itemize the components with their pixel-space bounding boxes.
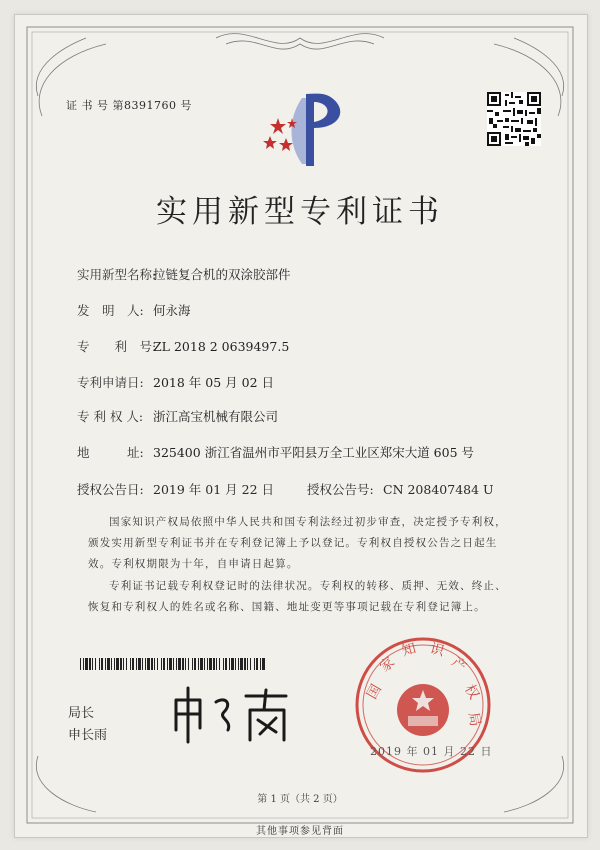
- svg-text:产: 产: [448, 654, 470, 676]
- svg-text:国: 国: [364, 681, 385, 703]
- svg-text:识: 识: [428, 640, 446, 660]
- footer-note: 其他事项参见背面: [256, 826, 344, 837]
- field-grant-number: [307, 480, 494, 498]
- field-value: ZL 2018 2 0639497.5: [153, 339, 290, 354]
- field-label: 地 址:: [77, 445, 144, 460]
- svg-text:局: 局: [464, 711, 484, 728]
- field-grant-row: [77, 480, 537, 498]
- svg-text:家: 家: [376, 654, 398, 676]
- field-grant-date: [77, 482, 274, 497]
- svg-text:知: 知: [400, 640, 418, 660]
- field-label: 专利申请日:: [77, 375, 144, 390]
- field-address: [77, 443, 474, 461]
- barcode-icon: [80, 658, 268, 670]
- signatory-title: 局长: [68, 706, 95, 721]
- field-value: 2018 年 05 月 02 日: [153, 375, 274, 390]
- seal-date: 2019 年 01 月 22 日: [370, 745, 493, 758]
- legal-paragraph-2: 专利证书记载专利权登记时的法律状况。专利权的转移、质押、无效、终止、恢复和专利权人的姓名或名称、国籍、地址变更等事项记载在专利登记簿上。: [88, 580, 507, 613]
- field-label: 专 利 权 人:: [77, 409, 144, 424]
- field-label: 授权公告号:: [307, 482, 374, 497]
- qr-code-icon: [487, 92, 541, 146]
- svg-text:权: 权: [461, 681, 482, 703]
- field-patent-number: [77, 337, 289, 355]
- certificate-title: 实用新型专利证书: [156, 194, 444, 230]
- field-inventor: [77, 301, 191, 319]
- field-value: 拉链复合机的双涂胶部件: [153, 267, 291, 282]
- page-number: 第 1 页（共 2 页）: [257, 794, 343, 805]
- certificate-number: 证 书 号 第8391760 号: [66, 99, 192, 112]
- field-value: 浙江高宝机械有限公司: [153, 409, 279, 424]
- field-value: 2019 年 01 月 22 日: [153, 482, 274, 497]
- field-utility-model-name: [77, 265, 291, 283]
- signatory-name: 申长雨: [68, 728, 108, 743]
- cnipa-logo-icon: [258, 88, 350, 170]
- field-patentee: [77, 407, 278, 425]
- field-value: CN 208407484 U: [383, 482, 494, 497]
- field-label: 发 明 人:: [77, 303, 144, 318]
- field-value: 何永海: [153, 303, 191, 318]
- field-label: 实用新型名称:: [77, 267, 157, 282]
- field-value: 325400 浙江省温州市平阳县万全工业区郑宋大道 605 号: [153, 445, 474, 460]
- field-label: 专 利 号:: [77, 339, 157, 354]
- field-filing-date: [77, 373, 274, 391]
- field-label: 授权公告日:: [77, 482, 144, 497]
- handwritten-signature: [166, 680, 306, 750]
- legal-paragraph-1: 国家知识产权局依照中华人民共和国专利法经过初步审查，决定授予专利权，颁发实用新型专利证书并在专利登记簿上予以登记。专利权自授权公告之日起生效。专利权期限为十年，自申请日起算。: [88, 516, 507, 570]
